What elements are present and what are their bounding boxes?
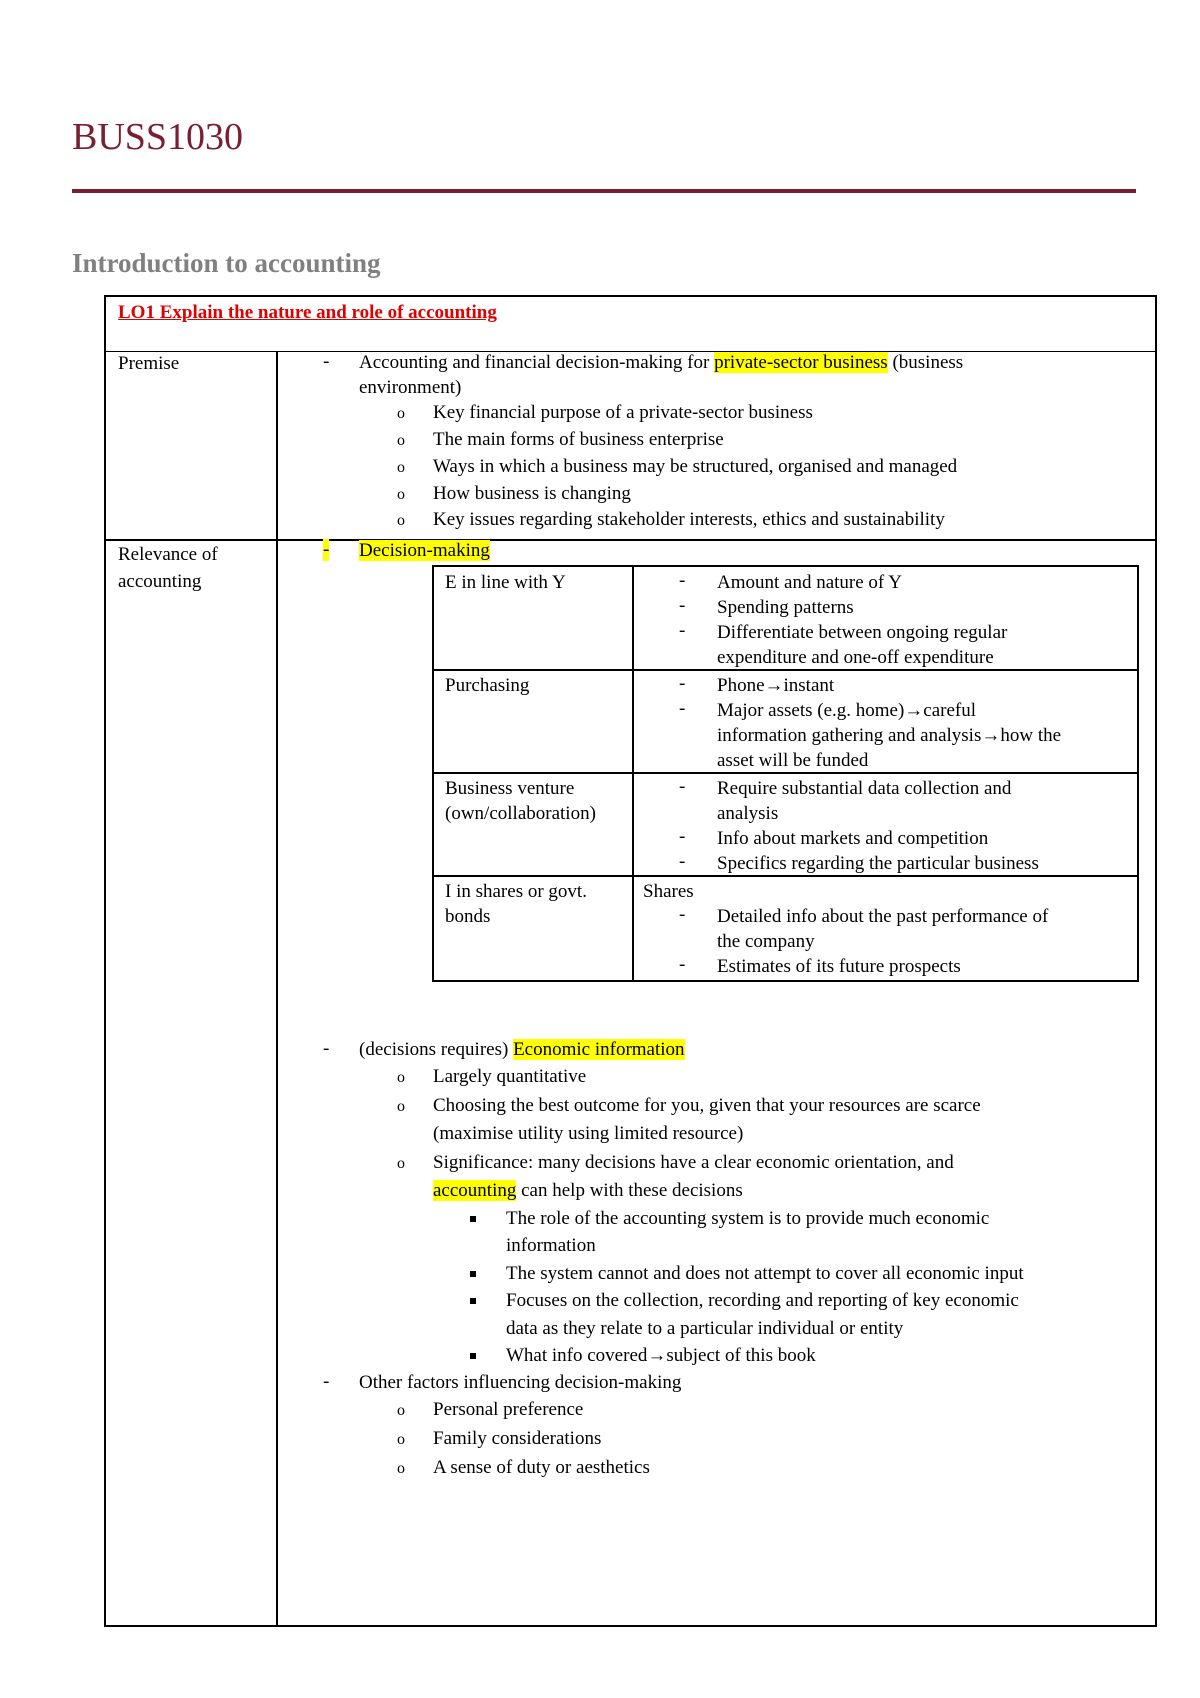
table-cell-item: Detailed info about the past performance of (717, 906, 1049, 927)
bullet-circle: o (397, 486, 405, 503)
bullet-circle: o (397, 512, 405, 529)
significance-suffix: can help with these decisions (516, 1180, 743, 1201)
bullet-dash: - (679, 904, 686, 925)
economic-info-bullet (359, 1037, 685, 1062)
table-cell-item: Estimates of its future prospects (717, 956, 961, 977)
bullet-dash: - (323, 1371, 330, 1392)
table-cell-item: analysis (717, 803, 779, 824)
bullet-dash: - (679, 851, 686, 872)
table-row-label: I in shares or govt. (445, 881, 587, 902)
table-cell-item: the company (717, 931, 815, 952)
bullet-dash: - (323, 1038, 330, 1059)
table-row-label: E in line with Y (445, 572, 566, 593)
table-cell-item: Phone→instant (717, 675, 835, 696)
section-heading: Introduction to accounting (72, 248, 381, 278)
table-cell-item: Major assets (e.g. home)→careful (717, 700, 977, 721)
table-cell-item: expenditure and one-off expenditure (717, 647, 994, 668)
bullet-square (470, 1216, 476, 1222)
list-item: Largely quantitative (433, 1066, 587, 1087)
list-item: Key issues regarding stakeholder interests, ethics and sustainability (433, 509, 945, 530)
table-cell-item: Differentiate between ongoing regular (717, 622, 1008, 643)
bullet-dash: - (679, 620, 686, 641)
table-cell-item: Info about markets and competition (717, 828, 989, 849)
list-item: Choosing the best outcome for you, given that your resources are scarce (433, 1095, 981, 1116)
bullet-dash: - (323, 539, 330, 560)
table-cell-item: information gathering and analysis→how the (717, 725, 1062, 746)
bullet-circle: o (397, 1431, 405, 1448)
row-divider (106, 539, 1155, 541)
premise-main-line2: environment) (359, 377, 462, 398)
table-row-label: bonds (445, 906, 491, 927)
bullet-dash: - (679, 595, 686, 616)
table-cell-item: Spending patterns (717, 597, 854, 618)
bullet-dash: - (679, 673, 686, 694)
bullet-dash: - (679, 954, 686, 975)
list-item: Family considerations (433, 1428, 602, 1449)
shares-heading: Shares (643, 881, 694, 902)
decision-making-table (432, 565, 1139, 982)
column-divider (276, 351, 278, 1625)
lo-heading: LO1 Explain the nature and role of accounting (118, 302, 497, 323)
premise-main-bullet (359, 350, 963, 375)
other-factors-bullet: Other factors influencing decision-making (359, 1372, 682, 1393)
decision-making-bullet (359, 538, 490, 563)
bullet-dash: - (679, 776, 686, 797)
relevance-label (118, 541, 218, 595)
relevance-label-line1: Relevance of (118, 544, 218, 565)
list-item: The system cannot and does not attempt to cover all economic input (506, 1263, 1024, 1284)
bullet-circle: o (397, 1098, 405, 1115)
list-item: The role of the accounting system is to provide much economic (506, 1208, 990, 1229)
list-item: What info covered→subject of this book (506, 1345, 816, 1366)
list-item: data as they relate to a particular individual or entity (506, 1318, 904, 1339)
list-item (433, 1178, 743, 1203)
table-cell-item: asset will be funded (717, 750, 869, 771)
relevance-label-line2: accounting (118, 571, 202, 592)
bullet-dash: - (679, 570, 686, 591)
list-item: Key financial purpose of a private-sector business (433, 402, 813, 423)
table-row-label: Business venture (445, 778, 575, 799)
list-item: Significance: many decisions have a clear economic orientation, and (433, 1152, 954, 1173)
list-item: Ways in which a business may be structured, organised and managed (433, 456, 958, 477)
lo-header-row (106, 297, 1155, 352)
bullet-dash: - (679, 698, 686, 719)
bullet-circle: o (397, 1069, 405, 1086)
highlight-decision-making: Decision-making (359, 540, 490, 561)
table-cell-item: Amount and nature of Y (717, 572, 903, 593)
document-title: BUSS1030 (72, 116, 244, 158)
bullet-square (470, 1298, 476, 1304)
bullet-square (470, 1353, 476, 1359)
bullet-circle: o (397, 459, 405, 476)
list-item: The main forms of business enterprise (433, 429, 724, 450)
bullet-square (470, 1271, 476, 1277)
bullet-circle: o (397, 1155, 405, 1172)
bullet-circle: o (397, 432, 405, 449)
bullet-dash: - (323, 351, 330, 372)
bullet-circle: o (397, 405, 405, 422)
bullet-circle: o (397, 1402, 405, 1419)
highlight-private-sector: private-sector business (714, 352, 888, 373)
highlight-accounting: accounting (433, 1180, 517, 1201)
list-item: (maximise utility using limited resource) (433, 1123, 744, 1144)
table-cell-item: Require substantial data collection and (717, 778, 1012, 799)
list-item: How business is changing (433, 483, 631, 504)
premise-main-text: Accounting and financial decision-making for (359, 352, 715, 373)
bullet-circle: o (397, 1460, 405, 1477)
list-item: Focuses on the collection, recording and reporting of key economic (506, 1290, 1019, 1311)
list-item: Personal preference (433, 1399, 584, 1420)
list-item: A sense of duty or aesthetics (433, 1457, 650, 1478)
bullet-dash: - (679, 826, 686, 847)
table-row-label: (own/collaboration) (445, 803, 596, 824)
economic-info-prefix: (decisions requires) (359, 1039, 514, 1060)
premise-label: Premise (118, 353, 180, 374)
title-divider (72, 189, 1136, 193)
table-cell-item: Specifics regarding the particular business (717, 853, 1039, 874)
premise-main-suffix: (business (887, 352, 964, 373)
table-row-label: Purchasing (445, 675, 530, 696)
highlight-economic-information: Economic information (513, 1039, 685, 1060)
list-item: information (506, 1235, 596, 1256)
